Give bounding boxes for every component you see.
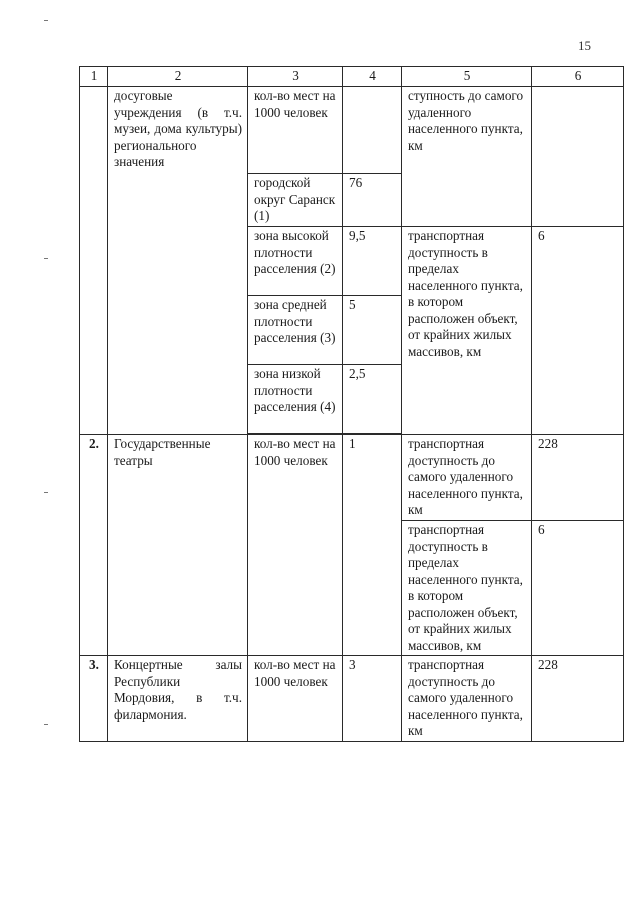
- row-number-cell: [80, 87, 108, 435]
- facility-name-cell: досуговые учреждения (в т.ч. музеи, дома культуры) регионального значения: [108, 87, 248, 435]
- row-number-cell: 3.: [80, 656, 108, 742]
- value-cell: 3: [343, 656, 402, 742]
- facility-name-cell: Государственные театры: [108, 435, 248, 656]
- metric-value-cell: 228: [532, 435, 624, 521]
- subzone-value-cell: 9,5: [343, 227, 402, 296]
- metric-cell: транспортная доступность до самого удаленного населенного пункта, км: [402, 656, 532, 742]
- unit-cell: кол-во мест на 1000 человек: [248, 87, 343, 174]
- header-row: [80, 67, 624, 87]
- unit-cell: кол-во мест на 1000 человек: [248, 435, 343, 656]
- table-row: [80, 435, 624, 521]
- subzone-value-cell: 76: [343, 174, 402, 227]
- row-number-cell: 2.: [80, 435, 108, 656]
- header-cell: 5: [402, 67, 532, 87]
- metric-value-cell: 228: [532, 656, 624, 742]
- scan-mark: [44, 724, 48, 725]
- page-number: 15: [578, 38, 591, 53]
- header-cell: 2: [108, 67, 248, 87]
- header-cell: 1: [80, 67, 108, 87]
- table-row: [80, 656, 624, 742]
- metric-cell: транспортная доступность в пределах населенного пункта, в котором расположен объект, от крайних жилых массивов, км: [402, 521, 532, 656]
- metric-value-cell: 6: [532, 521, 624, 656]
- requirements-table: [79, 66, 624, 742]
- metric-value-cell: [532, 87, 624, 227]
- metric-cell: ступность до самого удаленного населенного пункта, км: [402, 87, 532, 227]
- table-row: [80, 87, 624, 174]
- scan-mark: [44, 20, 48, 21]
- header-cell: 4: [343, 67, 402, 87]
- unit-cell: кол-во мест на 1000 человек: [248, 656, 343, 742]
- metric-value-cell: 6: [532, 227, 624, 435]
- value-cell: [343, 87, 402, 174]
- facility-name-cell: Концертные залы Республики Мордовия, в т.ч. филармония.: [108, 656, 248, 742]
- metric-cell: транспортная доступность в пределах населенного пункта, в котором расположен объект, от крайних жилых массивов, км: [402, 227, 532, 435]
- header-cell: 3: [248, 67, 343, 87]
- metric-cell: транспортная доступность до самого удаленного населенного пункта, км: [402, 435, 532, 521]
- header-cell: 6: [532, 67, 624, 87]
- subzone-label-cell: зона средней плотности расселения (3): [248, 296, 343, 365]
- subzone-value-cell: 5: [343, 296, 402, 365]
- scan-mark: [44, 258, 48, 259]
- subzone-label-cell: зона низкой плотности расселения (4): [248, 365, 343, 434]
- subzone-label-cell: городской округ Саранск (1): [248, 174, 343, 227]
- value-cell: 1: [343, 435, 402, 656]
- scan-mark: [44, 492, 48, 493]
- subzone-value-cell: 2,5: [343, 365, 402, 434]
- subzone-label-cell: зона высокой плотности расселения (2): [248, 227, 343, 296]
